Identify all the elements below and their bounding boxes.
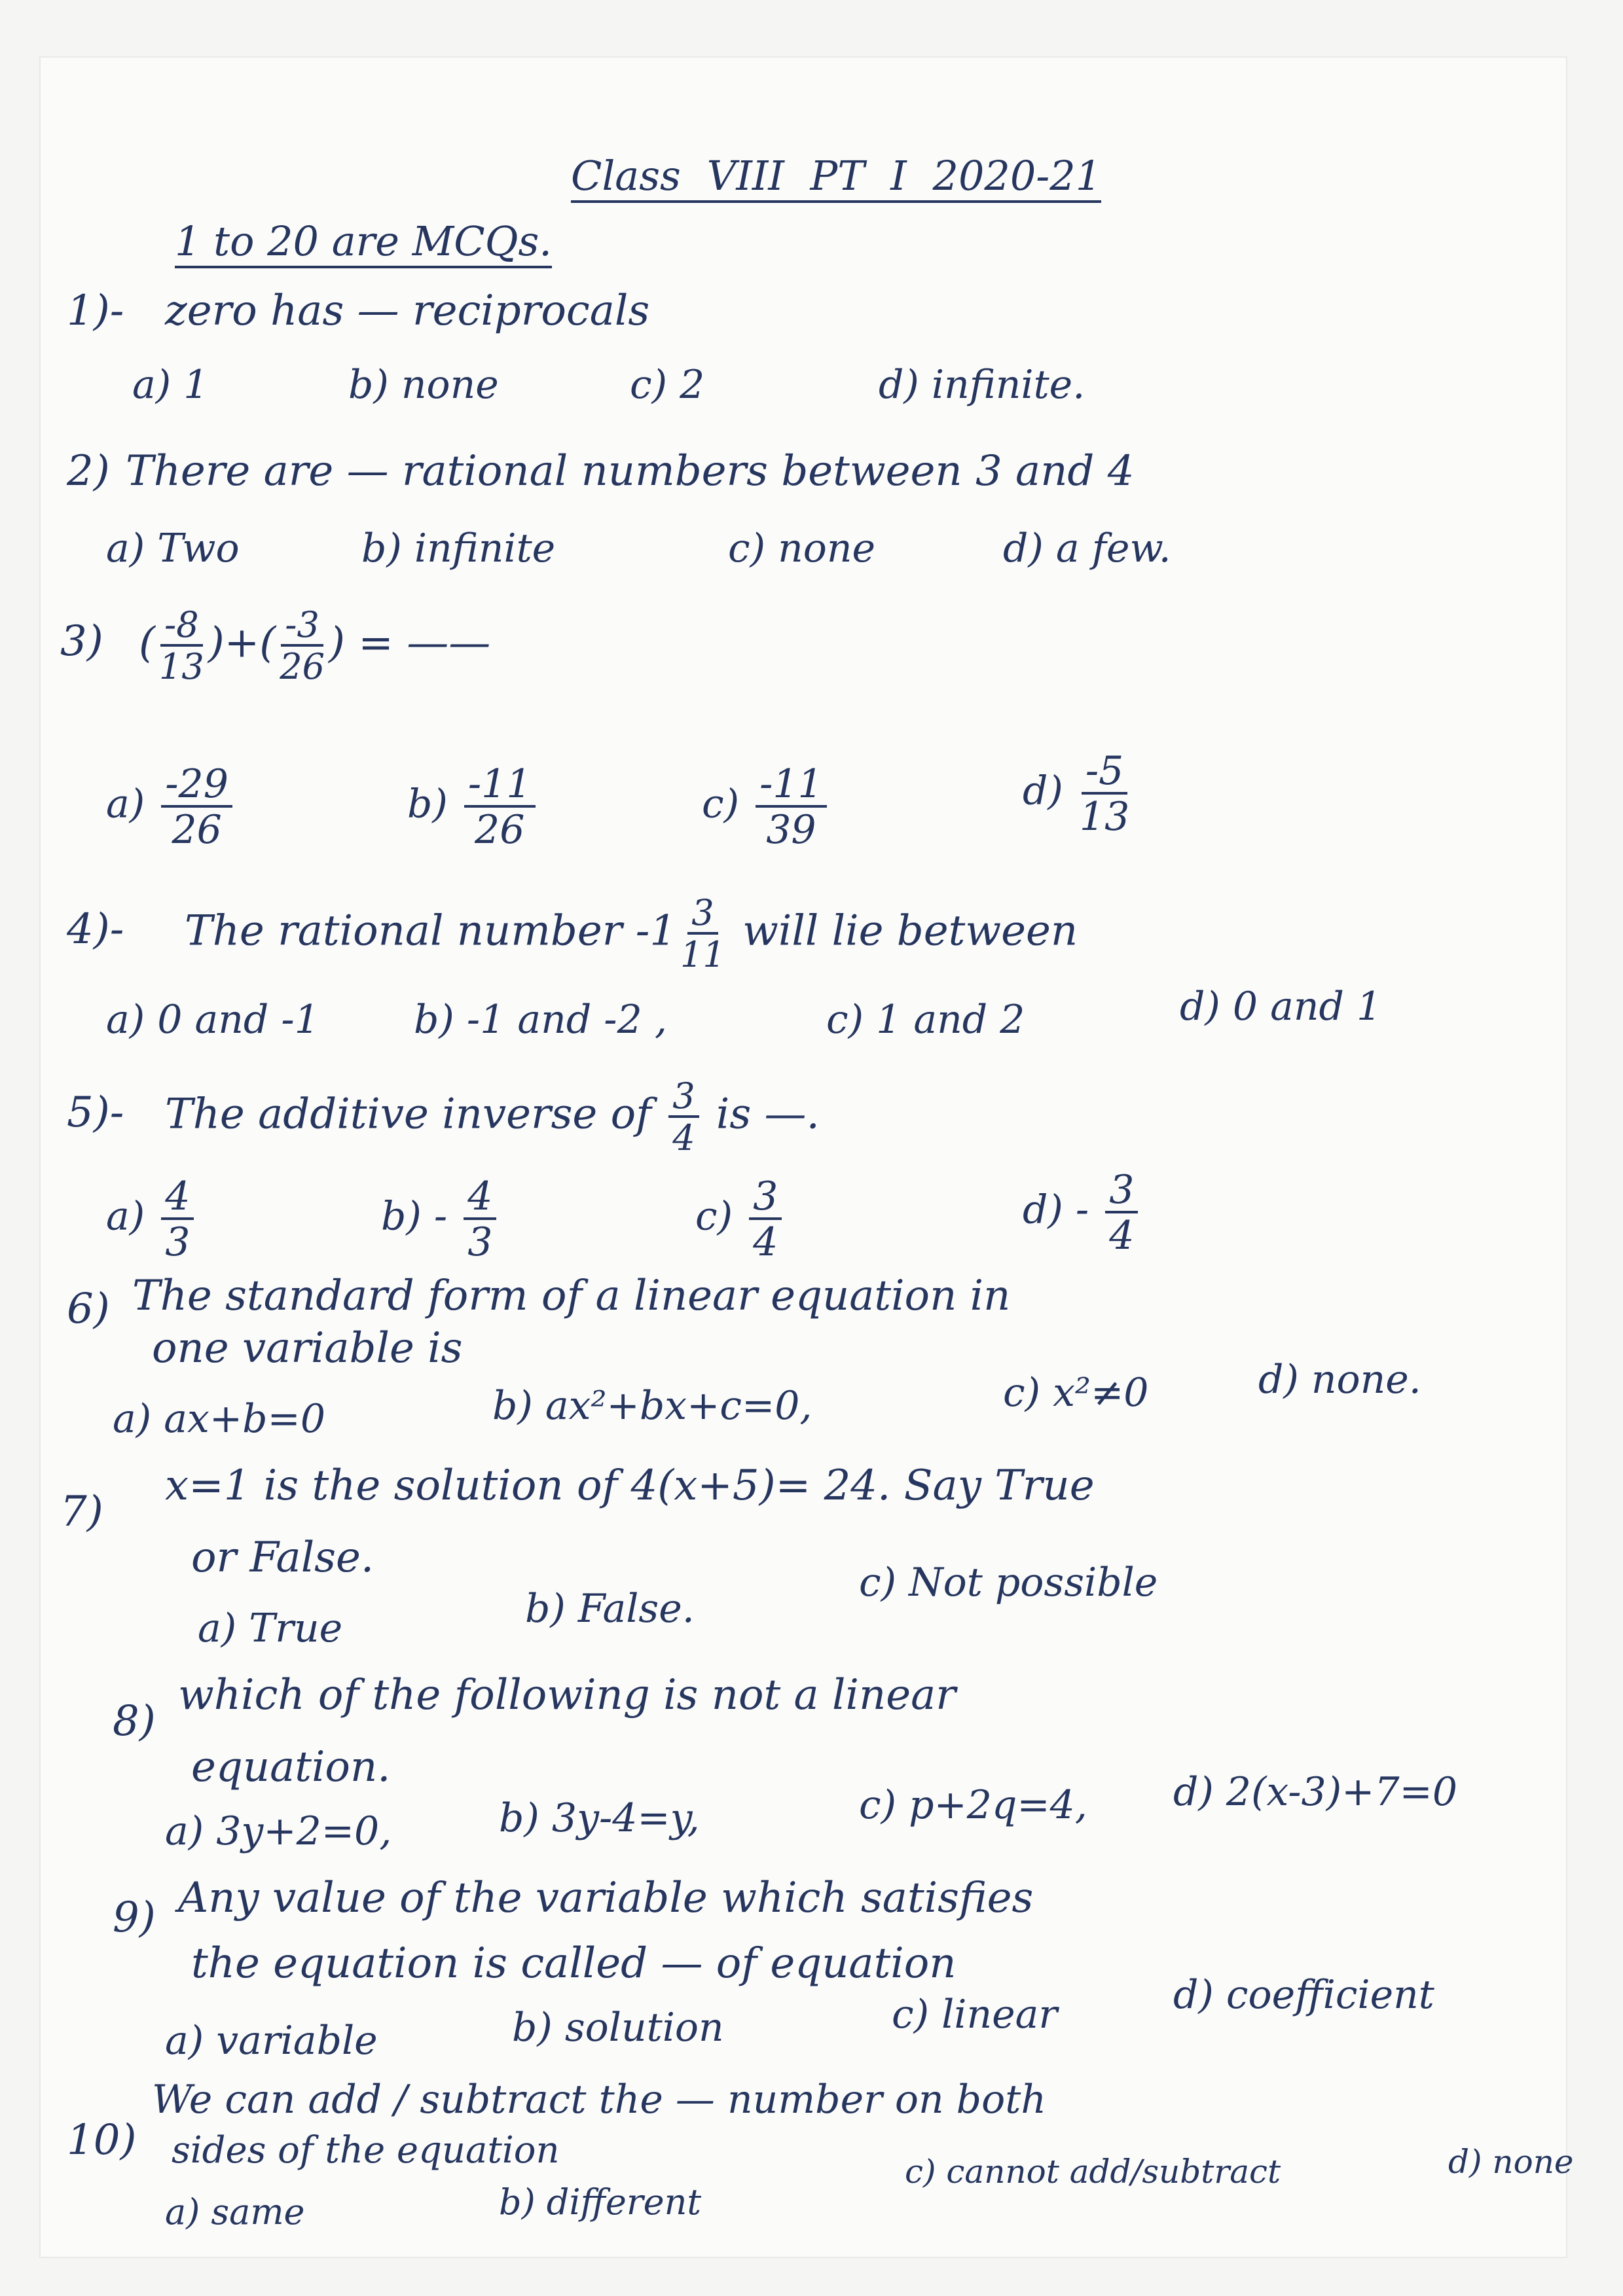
q3-option-a: a) $\frac{-29}{26}$ (106, 764, 236, 850)
question-6-line1: The standard form of a linear equation in (132, 1272, 1011, 1320)
question-4-number: 4)- (67, 905, 124, 954)
q4-option-c: c) 1 and 2 (826, 997, 1025, 1043)
q8-option-c: c) p+2q=4, (859, 1782, 1087, 1828)
q6-option-c: c) x²≠0 (1003, 1370, 1149, 1416)
question-9-line2: the equation is called — of equation (191, 1939, 957, 1988)
question-7-line2: or False. (191, 1534, 374, 1582)
question-10-line2: sides of the equation (172, 2129, 560, 2172)
question-2-number: 2) (67, 447, 110, 495)
answer-sheet (41, 58, 1574, 2257)
question-1-number: 1)- (67, 287, 124, 335)
q7-option-c: c) Not possible (859, 1560, 1158, 1605)
q2-option-c: c) none (728, 526, 875, 571)
q5-option-b: b) - $\frac{4}{3}$ (381, 1177, 500, 1262)
q10-option-b: b) different (499, 2181, 702, 2223)
q7-option-b: b) False. (525, 1586, 695, 1632)
q3-plus: + (224, 619, 260, 668)
q8-option-b: b) 3y-4=y, (499, 1795, 700, 1841)
question-8-line1: which of the following is not a linear (178, 1671, 956, 1719)
question-1-text: zero has — reciprocals (165, 287, 650, 335)
question-3-number: 3) (60, 617, 103, 666)
question-2-text: There are — rational numbers between 3 and 4 (126, 447, 1135, 495)
q1-option-a: a) 1 (132, 362, 209, 408)
q4-option-d: d) 0 and 1 (1180, 984, 1382, 1030)
q3-equals-blank: = —— (358, 619, 491, 668)
q3-option-c: c) $\frac{-11}{39}$ (702, 764, 831, 850)
q3-frac2-num: -3 (281, 607, 323, 647)
q2-option-b: b) infinite (361, 526, 556, 571)
q8-option-a: a) 3y+2=0, (165, 1808, 392, 1854)
q3-frac1-num: -8 (160, 607, 203, 647)
question-4-text: The rational number -1 $\frac{3}{11}$ will lie between (185, 892, 1078, 975)
q7-option-a: a) True (198, 1605, 343, 1651)
q6-option-a: a) ax+b=0 (113, 1396, 325, 1442)
question-8-number: 8) (113, 1697, 156, 1746)
question-10-number: 10) (67, 2116, 137, 2164)
q3-option-d: d) $\frac{-5}{13}$ (1023, 748, 1130, 840)
question-10-line1: We can add / subtract the — number on both (152, 2077, 1046, 2123)
question-3-expression: ( $\frac{-8}{13}$ )+( $\frac{-3}{26}$ ) = —— (139, 604, 491, 687)
question-5-number: 5)- (67, 1088, 124, 1137)
q1-option-b: b) none (348, 362, 499, 408)
q9-option-a: a) variable (165, 2018, 378, 2064)
q8-option-d: d) 2(x-3)+7=0 (1173, 1769, 1458, 1815)
q6-option-b: b) ax²+bx+c=0, (492, 1383, 812, 1429)
q5-option-a: a) $\frac{4}{3}$ (106, 1177, 198, 1262)
q9-option-d: d) coefficient (1173, 1972, 1434, 2018)
q10-option-a: a) same (165, 2191, 305, 2233)
question-6-number: 6) (67, 1285, 110, 1333)
instructions: 1 to 20 are MCQs. (175, 221, 552, 268)
q6-option-d: d) none. (1258, 1357, 1421, 1403)
question-7-number: 7) (60, 1488, 103, 1536)
question-9-number: 9) (113, 1893, 156, 1942)
q9-option-b: b) solution (512, 2005, 724, 2051)
q2-option-d: d) a few. (1003, 526, 1171, 571)
question-9-line1: Any value of the variable which satisfies (178, 1874, 1034, 1922)
page-title: Class VIII PT I 2020-21 (571, 156, 1101, 203)
q4-option-b: b) -1 and -2 , (414, 997, 667, 1043)
q2-option-a: a) Two (106, 526, 240, 571)
q4-option-a: a) 0 and -1 (106, 997, 319, 1043)
q9-option-c: c) linear (892, 1992, 1058, 2037)
question-7-line1: x=1 is the solution of 4(x+5)= 24. Say True (165, 1462, 1095, 1510)
q3-option-b: b) $\frac{-11}{26}$ (407, 764, 539, 850)
q1-option-d: d) infinite. (879, 362, 1085, 408)
q10-option-d: d) none (1448, 2143, 1574, 2181)
q3-frac1-den: 13 (158, 646, 204, 687)
q10-option-c: c) cannot add/subtract (905, 2153, 1281, 2191)
question-6-line2: one variable is (152, 1324, 463, 1372)
q5-option-c: c) $\frac{3}{4}$ (695, 1177, 786, 1262)
q1-option-c: c) 2 (630, 362, 705, 408)
q3-frac2-den: 26 (280, 646, 325, 687)
question-5-text: The additive inverse of $\frac{3}{4}$ is —. (165, 1075, 820, 1158)
q5-option-d: d) - $\frac{3}{4}$ (1023, 1170, 1142, 1255)
question-8-line2: equation. (191, 1743, 391, 1791)
